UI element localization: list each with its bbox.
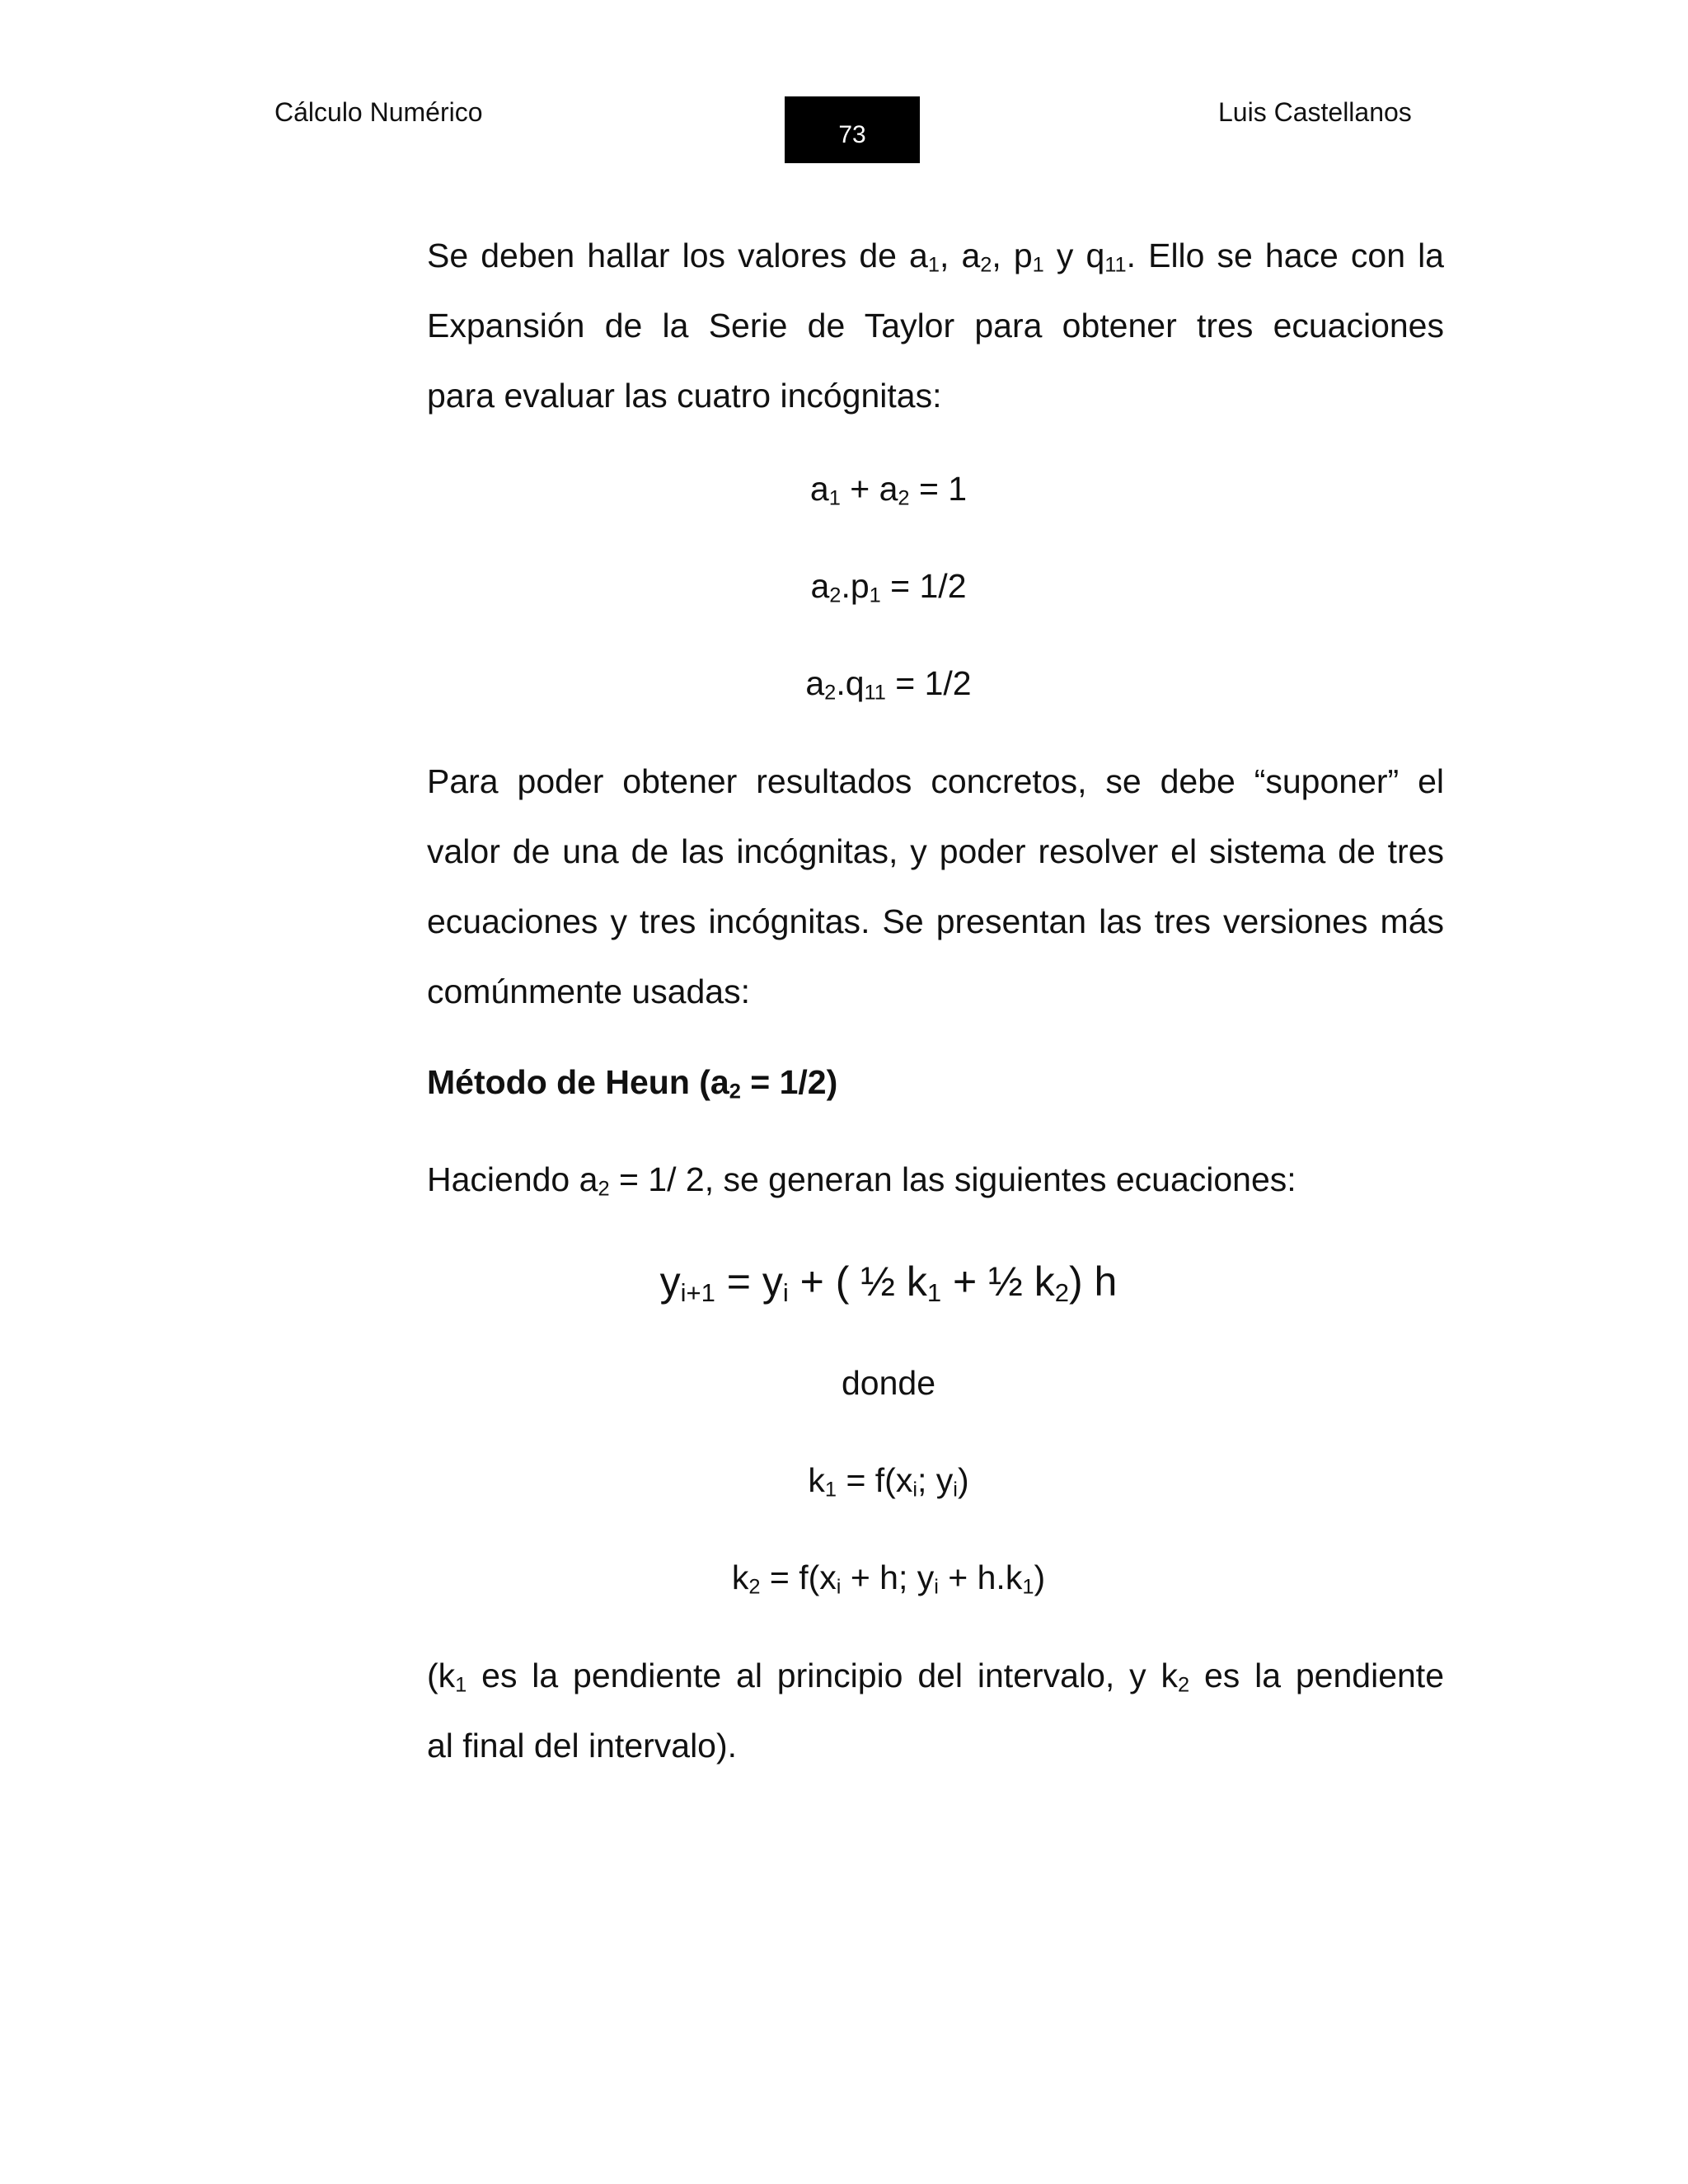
header-author: Luis Castellanos: [1218, 97, 1412, 127]
equation-heun: $y_{i+1} = y_i$ + ( ½ $k_1$ + ½ $k_2$) h: [659, 1258, 1118, 1307]
paragraph-slopes: [427, 1641, 1444, 1781]
paragraph-suppose: [427, 747, 1444, 1027]
equation-a1-a2: $a_1 + a_2 = 1$: [809, 470, 968, 510]
equation-k2: $k_2 = f(x_i + h$; $y_i + h.k_1$): [731, 1558, 1046, 1599]
equation-k1: $k_1 = f(x_i$; $y_i$): [808, 1461, 969, 1502]
paragraph-line: valor de una de las incógnitas, y poder resolver el sistema de tres: [427, 832, 1444, 870]
paragraph-line: Expansión de la Serie de Taylor para obtener tres ecuaciones: [427, 307, 1444, 344]
paragraph-line: ($k_1$ es la pendiente al principio del intervalo, y $k_2$ es la pendiente: [427, 1657, 1444, 1697]
equation-a2-q11: $a_2.q_{11} = 1/2$: [805, 664, 972, 705]
page-number-badge: [785, 96, 920, 163]
paragraph-intro: [427, 221, 1444, 431]
paragraph-line: ecuaciones y tres incógnitas. Se presentan las tres versiones más: [427, 902, 1444, 940]
paragraph-line: comúnmente usadas:: [427, 972, 751, 1010]
paragraph-line: Se deben hallar los valores de $a_1$, $a_2$, $p_1$ y $q_{11}$. Ello se hace con la: [427, 237, 1444, 277]
text-line-haciendo: Haciendo $a_2 = 1/$ 2, se generan las siguientes ecuaciones:: [427, 1160, 1296, 1201]
paragraph-line: para evaluar las cuatro incógnitas:: [427, 377, 942, 415]
equation-a2-p1: $a_2.p_1 = 1/2$: [810, 567, 967, 607]
section-heading: Método de Heun $(a_2 = 1/2)$: [427, 1063, 838, 1104]
paragraph-line: Para poder obtener resultados concretos, se debe “suponer” el: [427, 762, 1444, 800]
page-number: 73: [838, 120, 866, 148]
paragraph-line: al final del intervalo).: [427, 1727, 738, 1765]
header-title: Cálculo Numérico: [274, 97, 483, 127]
text-donde: donde: [841, 1364, 935, 1402]
